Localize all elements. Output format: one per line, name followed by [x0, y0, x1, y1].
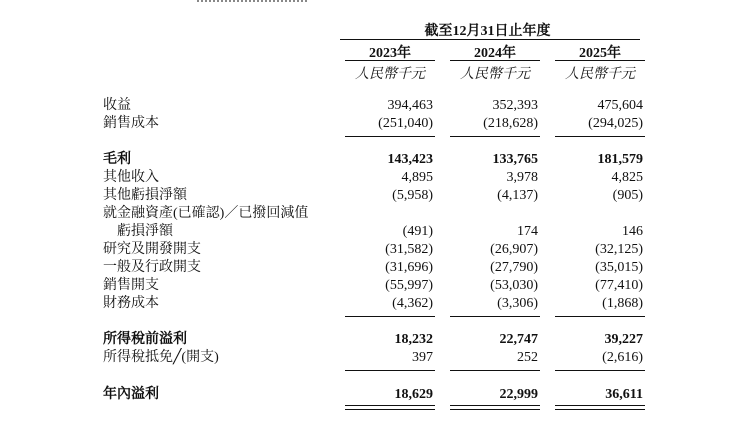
value-2023: 18,232 [394, 332, 433, 347]
value-2025: 36,611 [605, 387, 643, 402]
value-2025: (1,868) [602, 296, 643, 311]
unit-label-2023: 人民幣千元 [355, 67, 425, 82]
table-row [0, 386, 751, 404]
value-2024: 133,765 [492, 152, 538, 167]
year-header-2025: 2025年 [579, 46, 621, 61]
subtotal-rule [555, 136, 645, 137]
value-2024: 3,978 [506, 170, 538, 185]
value-2023: (31,582) [385, 242, 433, 257]
value-2024: (4,137) [497, 188, 538, 203]
value-2025: 181,579 [597, 152, 643, 167]
table-row [0, 277, 751, 295]
year-header-rule [555, 60, 645, 61]
subtotal-rule [450, 370, 540, 371]
row-label: 一般及行政開支 [103, 260, 201, 275]
table-row [0, 97, 751, 115]
value-2024: 22,747 [499, 332, 538, 347]
table-row [0, 187, 751, 205]
value-2023: (251,040) [378, 116, 433, 131]
total-double-rule [450, 405, 540, 410]
value-2024: (218,628) [483, 116, 538, 131]
value-2023: (31,696) [385, 260, 433, 275]
row-label: 虧損淨額 [117, 224, 173, 239]
value-2025: 475,604 [597, 98, 643, 113]
clipped-top-text [197, 0, 307, 5]
value-2024: (26,907) [490, 242, 538, 257]
value-2025: 39,227 [604, 332, 643, 347]
value-2025: (77,410) [595, 278, 643, 293]
row-label: 所得稅前溢利 [103, 332, 187, 347]
value-2023: (4,362) [392, 296, 433, 311]
subtotal-rule [450, 316, 540, 317]
value-2025: (294,025) [588, 116, 643, 131]
subtotal-rule [345, 316, 435, 317]
value-2023: (491) [402, 224, 433, 239]
table-row [0, 295, 751, 313]
value-2025: (35,015) [595, 260, 643, 275]
row-label: 財務成本 [103, 296, 159, 311]
row-label: 收益 [103, 98, 131, 113]
value-2023: 143,423 [387, 152, 433, 167]
year-header-rule [450, 60, 540, 61]
year-header-rule [345, 60, 435, 61]
row-label: 銷售開支 [103, 278, 159, 293]
subtotal-rule [555, 370, 645, 371]
row-label: 所得稅抵免╱(開支) [103, 350, 219, 365]
table-row [0, 205, 751, 223]
subtotal-rule [555, 316, 645, 317]
value-2024: 174 [517, 224, 538, 239]
value-2024: (27,790) [490, 260, 538, 275]
unit-label-2025: 人民幣千元 [565, 67, 635, 82]
table-row [0, 115, 751, 133]
value-2025: (32,125) [595, 242, 643, 257]
row-label: 研究及開發開支 [103, 242, 201, 257]
row-label: 就金融資產(已確認)／已撥回減值 [103, 206, 309, 221]
value-2023: 18,629 [394, 387, 433, 402]
row-label: 毛利 [103, 152, 131, 167]
value-2023: 397 [412, 350, 433, 365]
value-2024: 22,999 [499, 387, 538, 402]
value-2023: 394,463 [387, 98, 433, 113]
value-2023: (55,997) [385, 278, 433, 293]
row-label: 其他虧損淨額 [103, 188, 187, 203]
total-double-rule [345, 405, 435, 410]
value-2024: (53,030) [490, 278, 538, 293]
value-2025: 4,825 [611, 170, 643, 185]
total-double-rule [555, 405, 645, 410]
year-header-2023: 2023年 [369, 46, 411, 61]
subtotal-rule [345, 136, 435, 137]
table-row [0, 169, 751, 187]
value-2023: (5,958) [392, 188, 433, 203]
subtotal-rule [345, 370, 435, 371]
value-2024: (3,306) [497, 296, 538, 311]
value-2024: 352,393 [492, 98, 538, 113]
row-label: 年內溢利 [103, 387, 159, 402]
value-2023: 4,895 [401, 170, 433, 185]
row-label: 銷售成本 [103, 116, 159, 131]
table-row [0, 241, 751, 259]
value-2025: (905) [612, 188, 643, 203]
value-2025: 146 [622, 224, 643, 239]
table-row [0, 151, 751, 169]
value-2024: 252 [517, 350, 538, 365]
year-header-2024: 2024年 [474, 46, 516, 61]
table-row [0, 223, 751, 241]
row-label: 其他收入 [103, 170, 159, 185]
value-2025: (2,616) [602, 350, 643, 365]
unit-label-2024: 人民幣千元 [460, 67, 530, 82]
table-row [0, 331, 751, 349]
period-heading-rule [340, 39, 640, 40]
period-heading: 截至12月31日止年度 [424, 24, 551, 39]
table-row [0, 349, 751, 367]
table-row [0, 259, 751, 277]
subtotal-rule [450, 136, 540, 137]
